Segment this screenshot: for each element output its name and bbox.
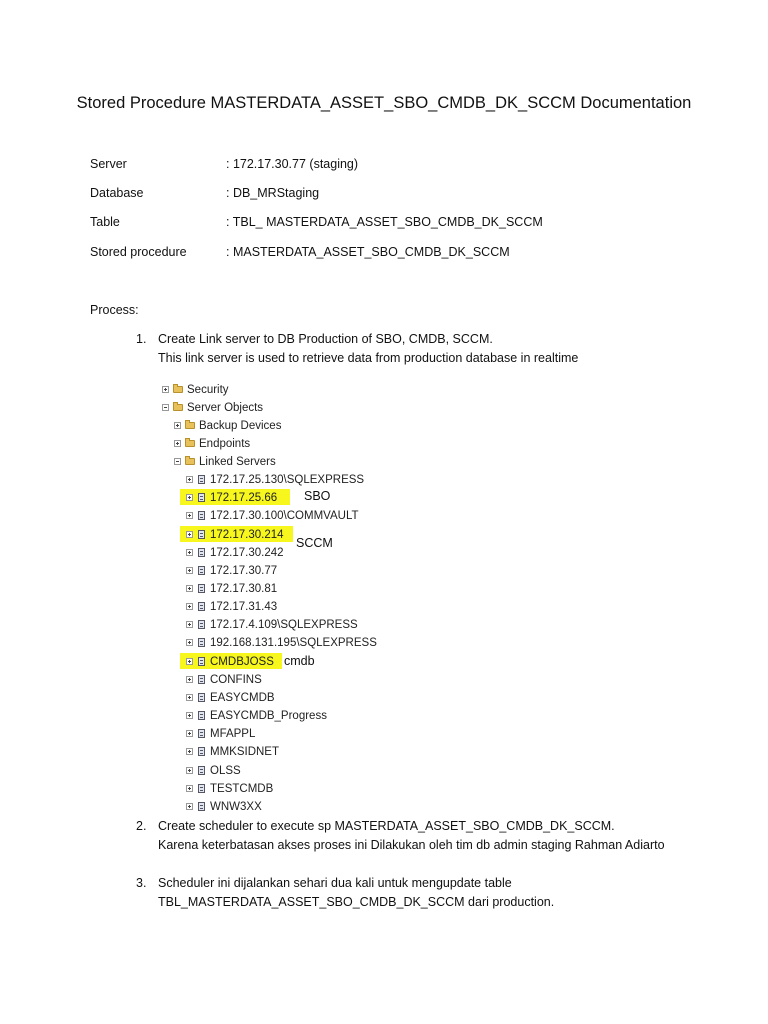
meta-server-label: Server: [90, 157, 127, 171]
expand-icon[interactable]: [162, 386, 169, 393]
server-icon: [198, 766, 205, 775]
server-icon: [198, 566, 205, 575]
expand-icon[interactable]: [186, 676, 193, 683]
expand-icon[interactable]: [174, 440, 181, 447]
expand-icon[interactable]: [186, 549, 193, 556]
expand-icon[interactable]: [186, 730, 193, 737]
step-text: This link server is used to retrieve data from production database in realtime: [158, 351, 579, 365]
linked-server-label: CMDBJOSS: [210, 656, 274, 668]
linked-server-label: 172.17.25.66: [210, 492, 278, 504]
server-icon: [198, 475, 205, 484]
collapse-icon[interactable]: [162, 404, 169, 411]
linked-server-label: EASYCMDB_Progress: [210, 710, 327, 722]
linked-server-label: OLSS: [210, 765, 241, 777]
meta-table-value: : TBL_ MASTERDATA_ASSET_SBO_CMDB_DK_SCCM: [226, 215, 543, 229]
server-icon: [198, 657, 205, 666]
expand-icon[interactable]: [186, 767, 193, 774]
server-icon: [198, 747, 205, 756]
tree-node-label: Endpoints: [199, 438, 251, 450]
step-text: TBL_MASTERDATA_ASSET_SBO_CMDB_DK_SCCM dari production.: [158, 895, 555, 909]
server-icon: [198, 693, 205, 702]
linked-server-label: MMKSIDNET: [210, 746, 279, 758]
step-number: 3.: [136, 876, 147, 890]
expand-icon[interactable]: [186, 603, 193, 610]
server-icon: [198, 711, 205, 720]
expand-icon[interactable]: [174, 422, 181, 429]
meta-table-label: Table: [90, 215, 120, 229]
linked-server-label: 192.168.131.195\SQLEXPRESS: [210, 637, 377, 649]
expand-icon[interactable]: [186, 531, 193, 538]
server-icon: [198, 638, 205, 647]
expand-icon[interactable]: [186, 712, 193, 719]
folder-icon: [185, 422, 195, 429]
tree-node-label: Server Objects: [187, 402, 264, 414]
server-icon: [198, 584, 205, 593]
linked-server-label: CONFINS: [210, 674, 262, 686]
linked-server-label: 172.17.25.130\SQLEXPRESS: [210, 474, 365, 486]
folder-icon: [173, 386, 183, 393]
linked-server-label: WNW3XX: [210, 801, 262, 813]
step-number: 1.: [136, 332, 147, 346]
step-text: Create Link server to DB Production of SBO, CMDB, SCCM.: [158, 332, 493, 346]
linked-server-label: TESTCMDB: [210, 783, 274, 795]
server-icon: [198, 784, 205, 793]
meta-database-label: Database: [90, 186, 144, 200]
collapse-icon[interactable]: [174, 458, 181, 465]
page-title: Stored Procedure MASTERDATA_ASSET_SBO_CMDB_DK_SCCM Documentation: [76, 94, 692, 112]
linked-server-label: 172.17.30.81: [210, 583, 278, 595]
expand-icon[interactable]: [186, 694, 193, 701]
expand-icon[interactable]: [186, 785, 193, 792]
folder-icon: [185, 440, 195, 447]
annotation-sbo: SBO: [304, 489, 331, 503]
folder-icon: [185, 458, 195, 465]
expand-icon[interactable]: [186, 494, 193, 501]
expand-icon[interactable]: [186, 658, 193, 665]
tree-node-label: Security: [187, 384, 229, 396]
expand-icon[interactable]: [186, 585, 193, 592]
expand-icon[interactable]: [186, 567, 193, 574]
tree-node-label: Backup Devices: [199, 420, 282, 432]
linked-server-label: 172.17.30.100\COMMVAULT: [210, 510, 359, 522]
expand-icon[interactable]: [186, 639, 193, 646]
linked-server-label: 172.17.30.214: [210, 529, 284, 541]
process-label: Process:: [90, 303, 139, 317]
step-text: Create scheduler to execute sp MASTERDATA_ASSET_SBO_CMDB_DK_SCCM.: [158, 819, 615, 833]
server-icon: [198, 729, 205, 738]
tree-node-label: Linked Servers: [199, 456, 276, 468]
server-icon: [198, 493, 205, 502]
linked-server-label: 172.17.4.109\SQLEXPRESS: [210, 619, 358, 631]
server-icon: [198, 802, 205, 811]
expand-icon[interactable]: [186, 512, 193, 519]
expand-icon[interactable]: [186, 803, 193, 810]
annotation-sccm: SCCM: [296, 536, 333, 550]
server-icon: [198, 530, 205, 539]
folder-icon: [173, 404, 183, 411]
expand-icon[interactable]: [186, 748, 193, 755]
server-icon: [198, 675, 205, 684]
server-icon: [198, 511, 205, 520]
meta-sp-value: : MASTERDATA_ASSET_SBO_CMDB_DK_SCCM: [226, 245, 510, 259]
meta-database-value: : DB_MRStaging: [226, 186, 320, 200]
step-text: Scheduler ini dijalankan sehari dua kali untuk mengupdate table: [158, 876, 512, 890]
expand-icon[interactable]: [186, 621, 193, 628]
server-icon: [198, 620, 205, 629]
linked-server-label: 172.17.30.242: [210, 547, 284, 559]
meta-server-value: : 172.17.30.77 (staging): [226, 157, 359, 171]
server-icon: [198, 602, 205, 611]
linked-server-label: 172.17.31.43: [210, 601, 278, 613]
expand-icon[interactable]: [186, 476, 193, 483]
meta-sp-label: Stored procedure: [90, 245, 187, 259]
linked-server-label: EASYCMDB: [210, 692, 275, 704]
linked-server-label: MFAPPL: [210, 728, 256, 740]
step-number: 2.: [136, 819, 147, 833]
step-text: Karena keterbatasan akses proses ini Dilakukan oleh tim db admin staging Rahman Adiarto: [158, 838, 665, 852]
server-icon: [198, 548, 205, 557]
linked-server-label: 172.17.30.77: [210, 565, 278, 577]
annotation-cmdb: cmdb: [284, 654, 315, 668]
